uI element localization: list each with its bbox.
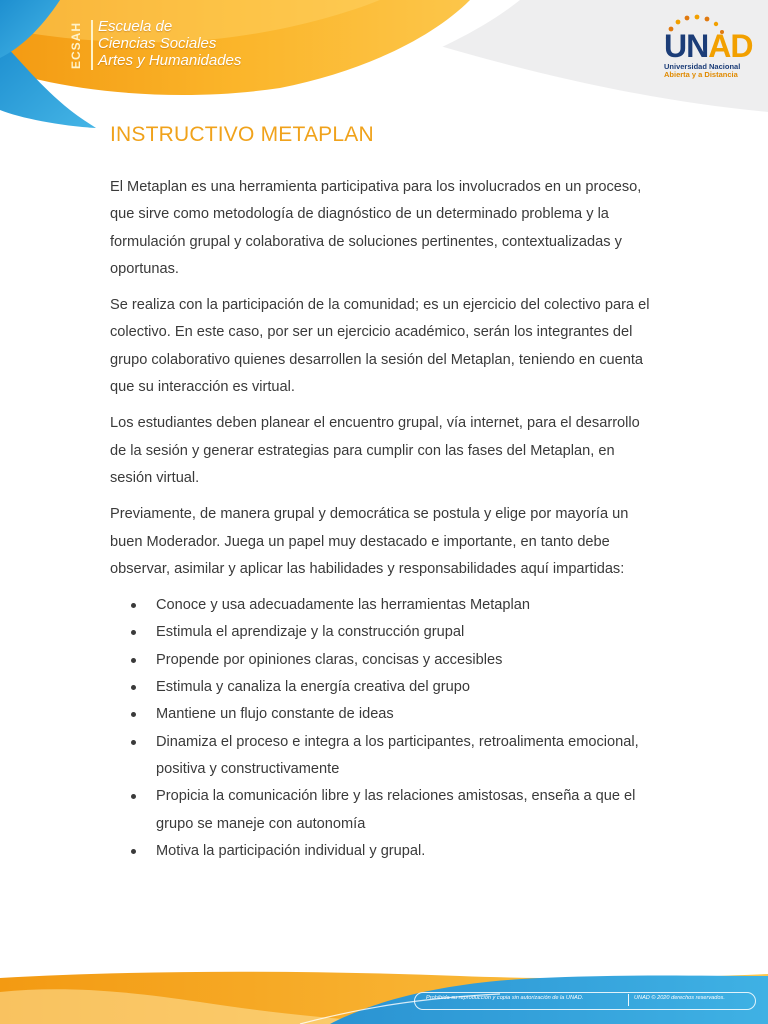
list-item bbox=[110, 729, 660, 784]
document-body bbox=[110, 120, 660, 865]
bullet-icon bbox=[131, 740, 136, 745]
list-item bbox=[110, 647, 660, 674]
page-footer bbox=[0, 968, 768, 1024]
school-acronym: ECSAH bbox=[69, 21, 83, 69]
paragraph-2: Se realiza con la participación de la comunidad; es un ejercicio del colectivo para el colectivo. En este caso, por ser un ejercicio académico, serán los integrantes del grupo colaborativo quienes desarrollen la sesión del Metaplan, teniendo en cuenta que su interacción es virtual. bbox=[110, 297, 650, 396]
list-item bbox=[110, 783, 660, 838]
logo-wordmark-accent: AD bbox=[708, 28, 753, 64]
list-item bbox=[110, 619, 660, 646]
paragraph-3: Los estudiantes deben planear el encuentro grupal, vía internet, para el desarrollo de la sesión y generar estrategias para cumplir con las fases del Metaplan, en sesión virtual. bbox=[110, 415, 640, 486]
school-name-line3: Artes y Humanidades bbox=[98, 52, 242, 69]
list-item-text: Estimula y canaliza la energía creativa del grupo bbox=[156, 679, 470, 696]
paragraph-4: Previamente, de manera grupal y democrática se postula y elige por mayoría un buen Moderador. Juega un papel muy destacado e importante, en tanto debe observar, asimilar y aplicar las habilidades y responsabilidades aquí impartidas: bbox=[110, 506, 629, 577]
document-title: INSTRUCTIVO METAPLAN bbox=[110, 123, 374, 146]
list-item-text: Dinamiza el proceso e integra a los participantes, retroalimenta emocional, positiva y constructivamente bbox=[156, 733, 639, 777]
school-name bbox=[98, 18, 241, 69]
list-item bbox=[110, 674, 660, 701]
school-divider bbox=[91, 20, 93, 70]
list-item-text: Mantiene un flujo constante de ideas bbox=[156, 706, 394, 723]
list-item bbox=[110, 701, 660, 728]
list-item bbox=[110, 838, 660, 865]
bullet-icon bbox=[131, 712, 136, 717]
school-name-line1: Escuela de bbox=[98, 18, 173, 35]
bullet-icon bbox=[131, 658, 136, 663]
school-name-line2: Ciencias Sociales bbox=[98, 35, 217, 52]
bullet-icon bbox=[131, 630, 136, 635]
bullet-icon bbox=[131, 603, 136, 608]
moderator-skills-list bbox=[110, 592, 660, 865]
unad-logo bbox=[660, 14, 753, 80]
logo-wordmark-main: UN bbox=[664, 28, 709, 64]
list-item bbox=[110, 592, 660, 619]
footer-copyright: UNAD © 2020 derechos reservados. bbox=[634, 995, 725, 1001]
page-header bbox=[0, 0, 768, 140]
bullet-icon bbox=[131, 849, 136, 854]
logo-subtitle-line2: Abierta y a Distancia bbox=[664, 70, 738, 79]
list-item-text: Estimula el aprendizaje y la construcción grupal bbox=[156, 624, 465, 641]
paragraph-1: El Metaplan es una herramienta participativa para los involucrados en un proceso, que sirve como metodología de diagnóstico de un determinado problema y la formulación grupal y colaborativa de soluciones pertinentes, contextualizadas y oportunas. bbox=[110, 179, 642, 277]
bullet-icon bbox=[131, 685, 136, 690]
footer-divider bbox=[628, 994, 629, 1006]
bullet-icon bbox=[131, 794, 136, 799]
footer-notice: Prohibida su reproducción y copia sin autorización de la UNAD. bbox=[426, 995, 584, 1001]
list-item-text: Propende por opiniones claras, concisas y accesibles bbox=[156, 651, 503, 668]
list-item-text: Conoce y usa adecuadamente las herramientas Metaplan bbox=[156, 597, 530, 614]
list-item-text: Propicia la comunicación libre y las relaciones amistosas, enseña a que el grupo se maneje con autonomía bbox=[156, 788, 636, 832]
logo-wordmark bbox=[664, 30, 752, 62]
logo-subtitle-line1: Universidad Nacional bbox=[664, 62, 741, 71]
list-item-text: Motiva la participación individual y grupal. bbox=[156, 842, 426, 859]
